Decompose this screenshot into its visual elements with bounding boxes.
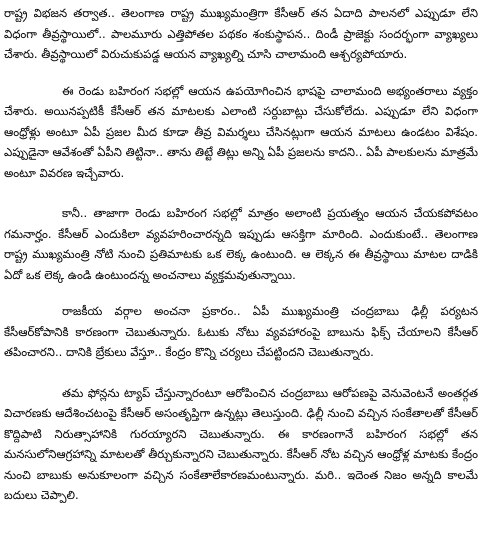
- article-paragraph: ఈ రెండు బహిరంగ సభల్లో ఆయన ఉపయోగించిన భాషపై చాలామంది అభ్యంతరాలు వ్యక్తం చేశారు. అయినప్పటికీ కేసీఆర్ తన మాటలకు ఎలాంటి సర్దుబాట్లు చేసుకోలేదు. ఎప్పుడూ లేని విధంగా ఆంధ్రోళ్లు అంటూ ఏపీ ప్రజల మీద కూడా తీవ్ర విమర్శలు చేసినట్లుగా ఆయన మాటలు ఉండటం విశేషం. ఎప్పుడైనా ఆవేశంతో ఏపీని తిట్టినా.. తాను తిట్టే తిట్లు అన్ని ఏపీ ప్రజలను కాదని.. ఏపీ పాలకులను మాత్రమే అంటూ వివరణ ఇచ్చేవారు.: [4, 83, 478, 180]
- article-paragraph: కానీ.. తాజాగా రెండు బహిరంగ సభల్లో మాత్రం అలాంటి ప్రయత్నం ఆయన చేయకపోవటం గమనార్హం. కేసీఆర్ ఎందుకిలా వ్యవహరించారన్నది ఇప్పుడు ఆసక్తిగా మారింది. ఎందుకుంటే.. తెలంగాణ రాష్ట్ర ముఖ్యమంత్రి నోటి నుంచి ప్రతిమాటకు ఒక లెక్క ఉంటుంది. ఆ లెక్కన ఈ తీవ్రస్థాయి మాటల దాడికి ఏదో ఒక లెక్క ఉండి ఉంటుందన్న అంచనాలు వ్యక్తమవుతున్నాయి.: [4, 206, 478, 282]
- paragraph-spacer: [4, 285, 478, 301]
- article-paragraph: రాజకీయ వర్గాల అంచనా ప్రకారం.. ఏపీ ముఖ్యమంత్రి చంద్రబాబు ఢిల్లీ పర్యటన కేసీఆర్‌కోపానికి కారణంగా చెబుతున్నారు. ఓటుకు నోటు వ్యవహారంపై బాబును ఫిక్స్ చేయాలని కేసీఆర్ తపించారని.. దానికి బ్రేకులు వేస్తూ.. కేంద్రం కొన్ని చర్యలు చేపట్టిందని చెబుతున్నారు.: [4, 304, 478, 359]
- article-body: [4, 3, 478, 506]
- paragraph-spacer: [4, 183, 478, 203]
- paragraph-spacer: [4, 363, 478, 383]
- article-paragraph: రాష్ట్ర విభజన తర్వాత.. తెలంగాణ రాష్ట్ర ముఖ్యమంత్రిగా కేసీఆర్ తన ఏదాది పాలనలో ఎప్పుడూ లేని విధంగా తీవ్రస్థాయిలో.. పాలమూరు ఎత్తిపోతల పథకం శంకుస్థాపన.. దిండీ ప్రాజెక్టు సందర్భంగా వ్యాఖ్యలు చేశారు. తీవ్రస్థాయిలో విరుచుకుపడ్డ ఆయన వ్యాఖ్యల్ని చూసి చాలామంది ఆశ్చర్యపోయారు.: [4, 6, 478, 61]
- article-paragraph: తమ ఫోన్లను ట్యాప్ చేస్తున్నారంటూ ఆరోపించిన చంద్రబాబు ఆరోపణపై వెనువెంటనే అంతర్గత విచారణకు ఆదేశించటంపై కేసీఆర్ అసంతృప్తిగా ఉన్నట్లు తెలుస్తుంది. ఢిల్లీ నుంచి వచ్చిన సంకేతాలతో కేసీఆర్ కొద్దిపాటి నిరుత్సాహానికి గురయ్యారని చెబుతున్నారు. ఈ కారణంగానే బహిరంగ సభల్లో తన మనసులోనిఆగ్రహాన్ని మాటలతో తీర్చుకున్నారని చెబుతున్నారు. కేసీఆర్ నోట వచ్చిన ఆంధ్రోళ్ల మాటకు కేంద్రం నుంచి బాబుకు అనుకూలంగా వచ్చిన సంకేతాలేకారణమంటున్నారు. మరి.. ఇదెంత నిజం అన్నది కాలమే బదులు చెప్పాలి.: [4, 385, 478, 502]
- paragraph-spacer: [4, 65, 478, 81]
